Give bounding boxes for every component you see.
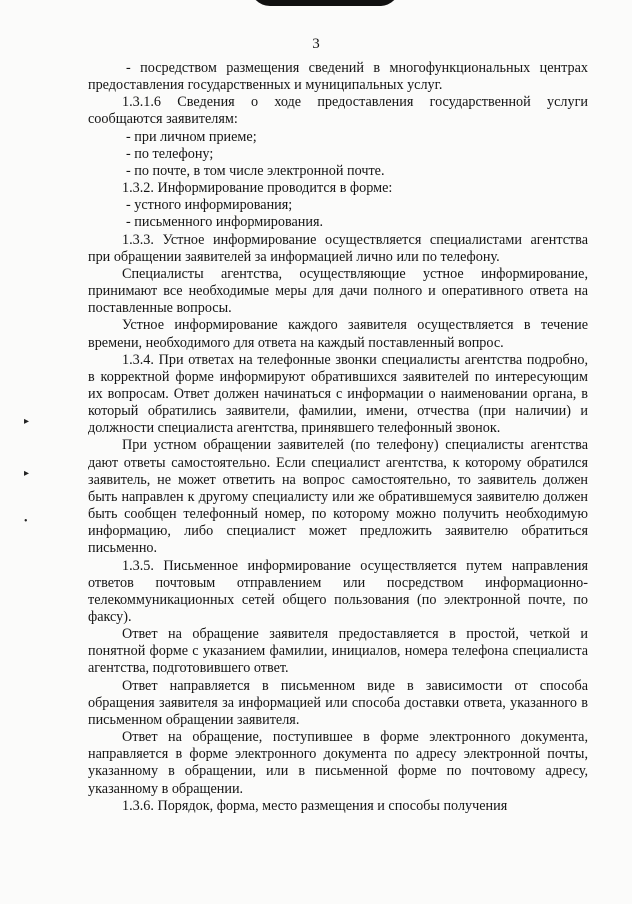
stamp-fragment	[250, 0, 400, 6]
paragraph: Устное информирование каждого заявителя осуществляется в течение времени, необходимого для ответа на каждый поставленный вопрос.	[88, 317, 588, 351]
paragraph: Специалисты агентства, осуществляющие устное информирование, принимают все необходимые меры для дачи полного и оперативного ответа на поставленные вопросы.	[88, 265, 588, 317]
paragraph: При устном обращении заявителей (по телефону) специалисты агентства дают ответы самостоятельно. Если специалист агентства, к которому обратился заявитель, не может ответить на вопрос самостоятельно, то заявитель должен быть направлен к другому специалисту или же обратившемуся заявителю должен быть сообщен телефонный номер, по которому можно получить необходимую информацию, либо специалист может предложить заявителю обратиться письменно.	[88, 437, 588, 557]
paragraph: - посредством размещения сведений в многофункциональных центрах предоставления государственных и муниципальных услуг.	[88, 60, 588, 94]
paragraph: Ответ на обращение, поступившее в форме электронного документа, направляется в форме электронного документа по адресу электронной почты, указанному в обращении, или в письменной форме по почтовому адресу, указанному в обращении.	[88, 729, 588, 797]
paragraph: Ответ на обращение заявителя предоставляется в простой, четкой и понятной форме с указанием фамилии, инициалов, номера телефона специалиста агентства, подготовившего ответ.	[88, 626, 588, 677]
page-number: 3	[312, 36, 320, 52]
paragraph: 1.3.6. Порядок, форма, место размещения и способы получения	[122, 797, 508, 814]
paragraph: 1.3.3. Устное информирование осуществляется специалистами агентства при обращении заявителей за информацией лично или по телефону.	[88, 231, 588, 265]
margin-mark: ▸	[24, 468, 30, 479]
paragraph: 1.3.5. Письменное информирование осуществляется путем направления ответов почтовым отправлением или посредством информационно-телекоммуникационных сетей общего пользования (по электронной почте, по факсу).	[88, 557, 588, 625]
margin-mark: •	[24, 516, 28, 527]
list-item: - по почте, в том числе электронной почте.	[126, 162, 385, 179]
paragraph: 1.3.1.6 Сведения о ходе предоставления государственной услуги сообщаются заявителям:	[88, 94, 588, 128]
list-item: - письменного информирования.	[126, 214, 324, 231]
paragraph: 1.3.4. При ответах на телефонные звонки специалисты агентства подробно, в корректной форме информируют обратившихся заявителей по интересующим их вопросам. Ответ должен начинаться с информации о наименовании органа, в который обратились заявители, фамилии, имени, отчества (при наличии) и должности специалиста агентства, принявшего телефонный звонок.	[88, 351, 588, 437]
paragraph: Ответ направляется в письменном виде в зависимости от способа обращения заявителя за информацией или способа доставки ответа, указанного в письменном обращении заявителя.	[88, 677, 588, 728]
list-item: - устного информирования;	[126, 197, 293, 214]
document-body	[88, 60, 588, 815]
paragraph: 1.3.2. Информирование проводится в форме:	[122, 180, 393, 197]
list-item: - по телефону;	[126, 145, 214, 162]
list-item: - при личном приеме;	[126, 128, 257, 145]
margin-mark: ▸	[24, 416, 30, 427]
